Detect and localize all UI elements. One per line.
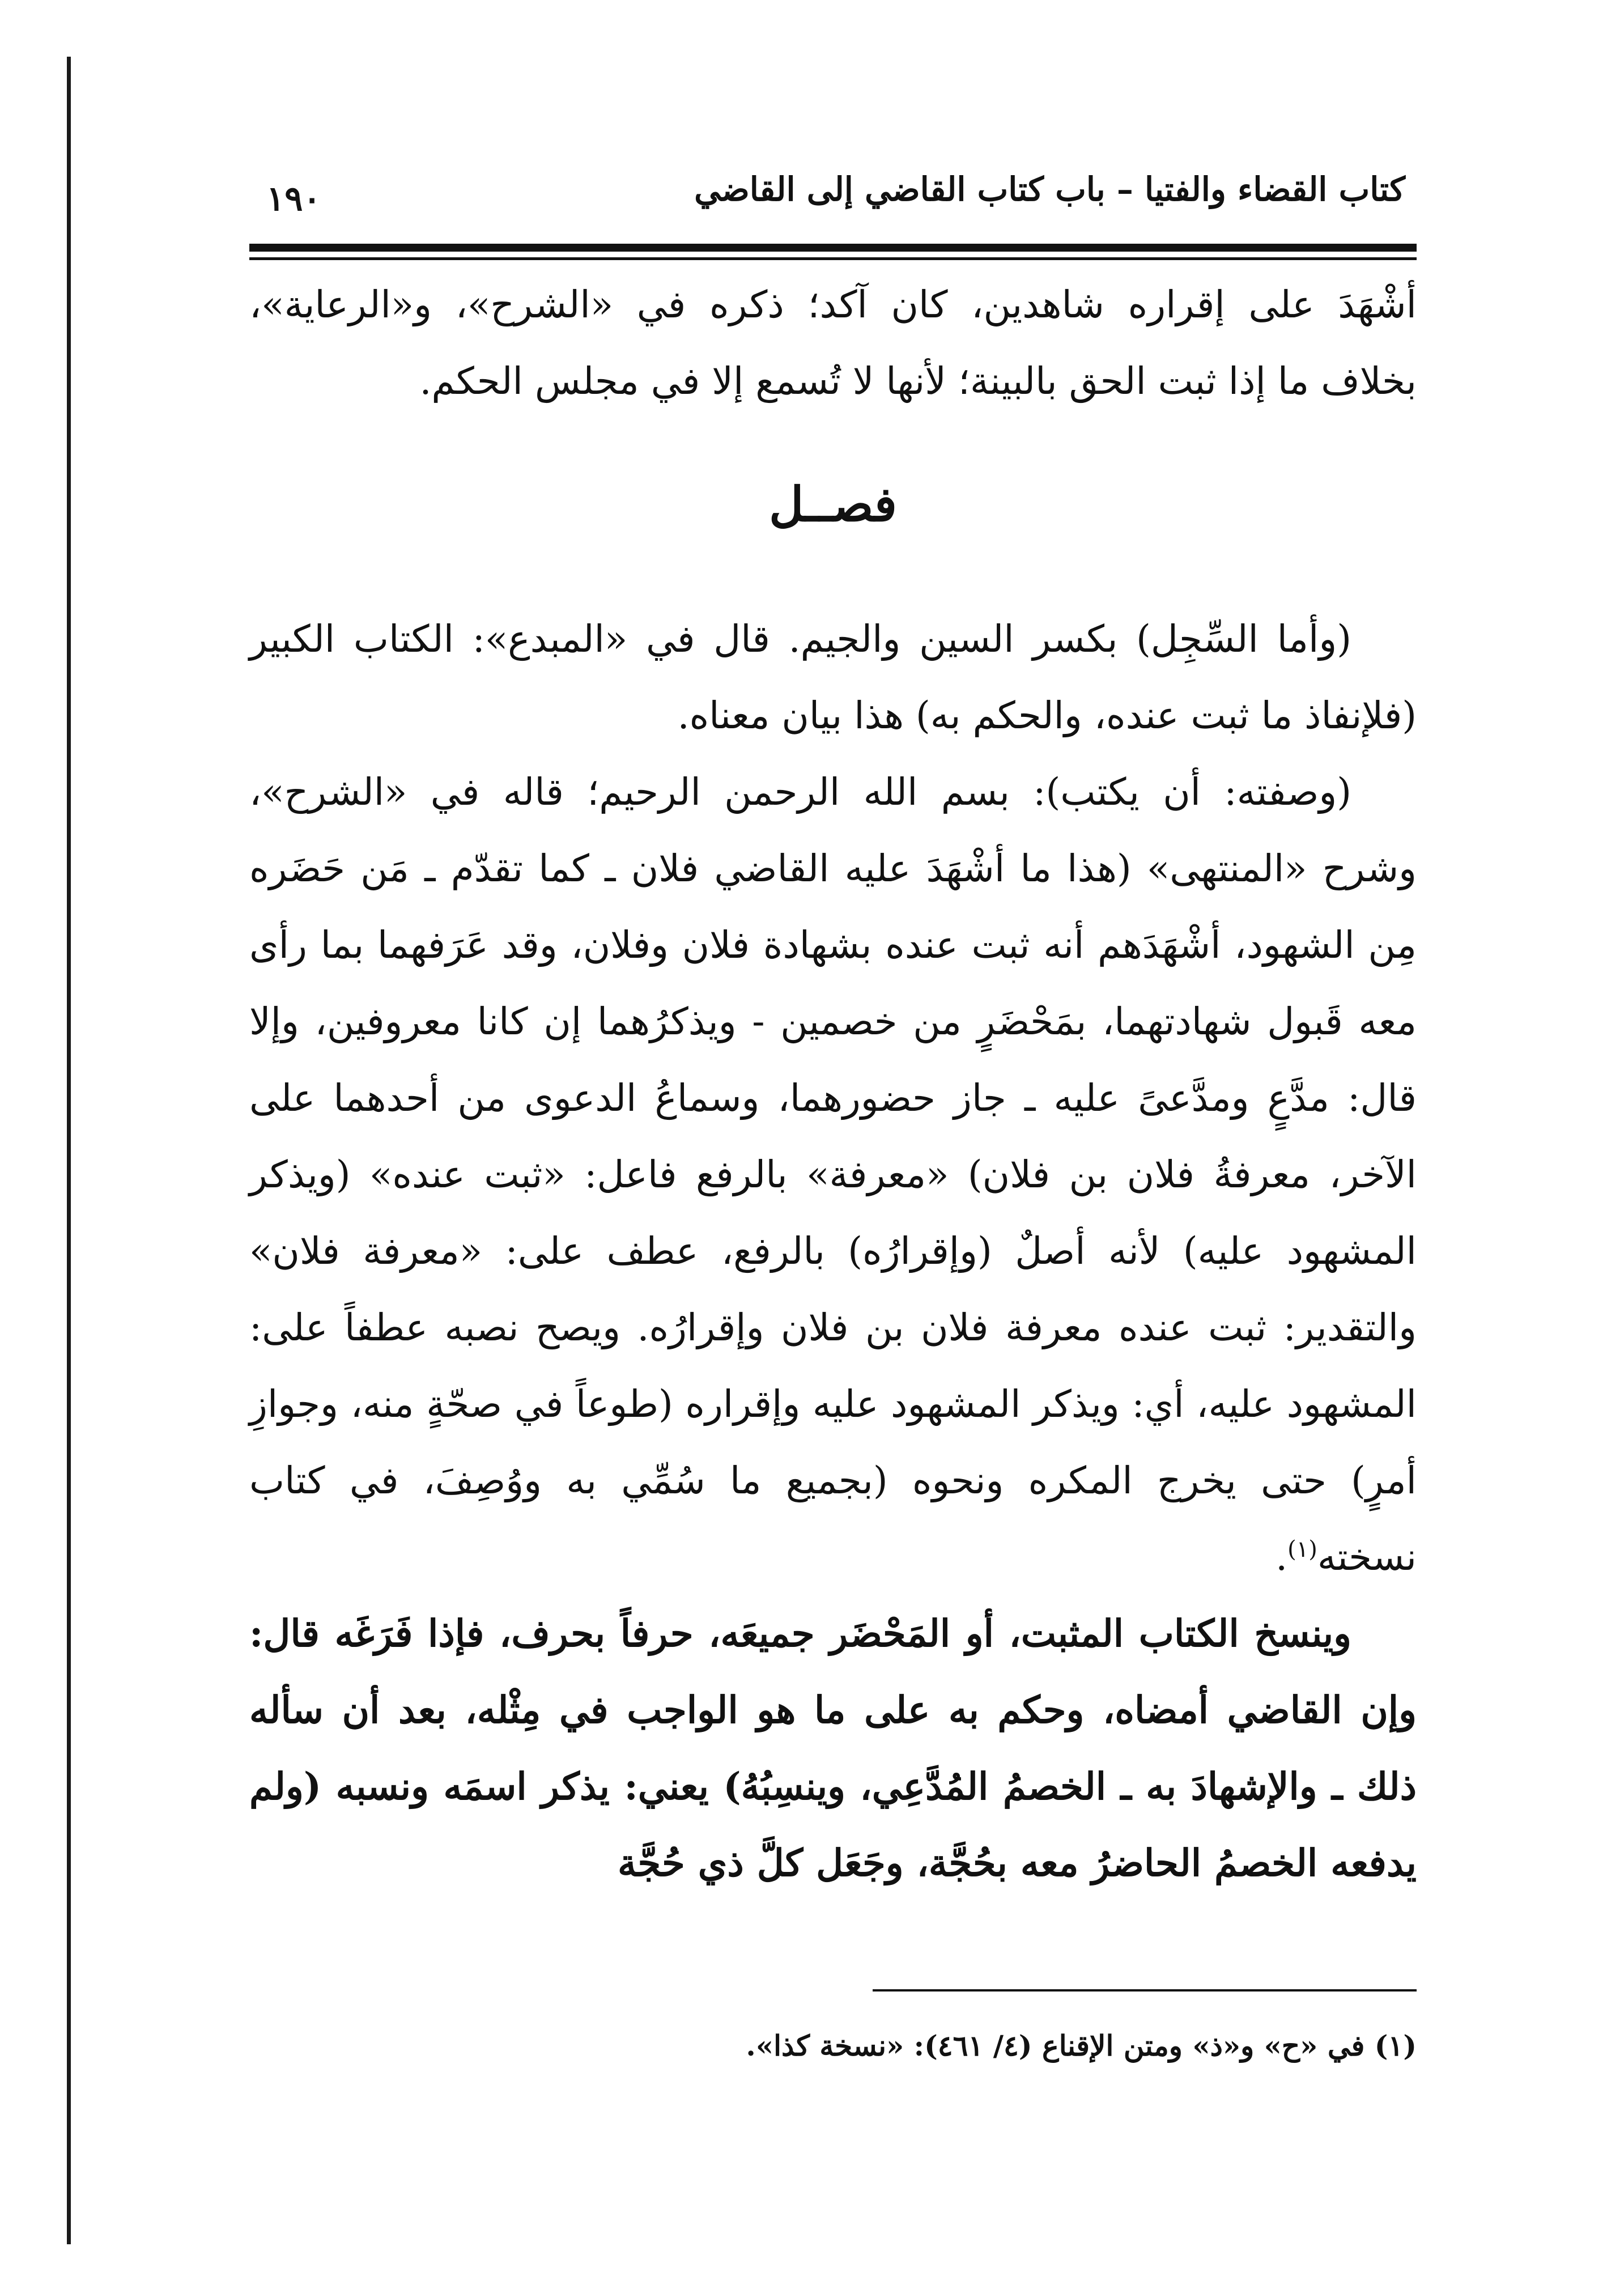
header-rule-thick: [249, 244, 1417, 252]
paragraph-sijill: (وأما السِّجِل) بكسر السين والجيم. قال في «المبدع»: الكتاب الكبير (فلإنفاذ ما ثبت عنده، والحكم به) هذا بيان معناه.: [249, 617, 1417, 737]
page-header: [249, 159, 1417, 232]
paragraph-description-text: (وصفته: أن يكتب): بسم الله الرحمن الرحيم؛ قاله في «الشرح»، وشرح «المنتهى» (هذا ما أشْهَدَ عليه القاضي فلان ـ كما تقدّم ـ مَن حَضَره مِن الشهود، أشْهَدَهم أنه ثبت عنده بشهادة فلان وفلان، وقد عَرَفهما بما رأى معه قَبول شهادتهما، بمَحْضَرٍ من خصمين - ويذكرُهما إن كانا معروفين، وإلا قال: مدَّعٍ ومدَّعىً عليه ـ جاز حضورهما، وسماعُ الدعوى من أحدهما على الآخر، معرفةُ فلان بن فلان) «معرفة» بالرفع فاعل: «ثبت عنده» (ويذكر المشهود عليه) لأنه أصلٌ (وإقرارُه) بالرفع، عطف على: «معرفة فلان» والتقدير: ثبت عنده معرفة فلان بن فلان وإقرارُه. ويصح نصبه عطفاً على: المشهود عليه، أي: ويذكر المشهود عليه وإقراره (طوعاً في صحّةٍ منه، وجوازِ أمرٍ) حتى يخرج المكره ونحوه (بجميع ما سُمِّي به ووُصِفَ، في كتاب نسخته: [249, 770, 1417, 1579]
paragraph-description-end: .: [1276, 1535, 1288, 1579]
book-page: [249, 136, 1417, 2176]
running-title: كتاب القضاء والفتيا – باب كتاب القاضي إلى القاضي: [694, 170, 1405, 209]
main-text: [249, 266, 1417, 1901]
binding-line: [67, 57, 71, 2244]
footnote-rule: [873, 1989, 1417, 1991]
paragraph-copying: وينسخ الكتاب المثبت، أو المَحْضَر جميعَه، حرفاً بحرف، فإذا فَرَغَه قال: وإن القاضي أمضاه، وحكم به على ما هو الواجب في مِثْله، بعد أن سأله ذلك ـ والإشهادَ به ـ الخصمُ المُدَّعِي، وينسِبُهُ) يعني: يذكر اسمَه ونسبه (ولم يدفعه الخصمُ الحاضرُ معه بحُجَّة، وجَعَل كلَّ ذي حُجَّة: [249, 1611, 1417, 1885]
footnote: (١) في «ح» و«ذ» ومتن الإقناع (٤/ ٤٦١): «نسخة كذا».: [746, 2029, 1417, 2062]
section-heading: فصــل: [769, 476, 897, 532]
header-rule-thin: [249, 257, 1417, 260]
page-number: ١٩٠: [266, 179, 321, 219]
intro-paragraph: أشْهَدَ على إقراره شاهدين، كان آكد؛ ذكره في «الشرح»، و«الرعاية»، بخلاف ما إذا ثبت الحق بالبينة؛ لأنها لا تُسمع إلا في مجلس الحكم.: [249, 283, 1417, 403]
footnote-reference: (١): [1287, 1536, 1317, 1562]
paragraph-description: [249, 754, 1417, 1595]
